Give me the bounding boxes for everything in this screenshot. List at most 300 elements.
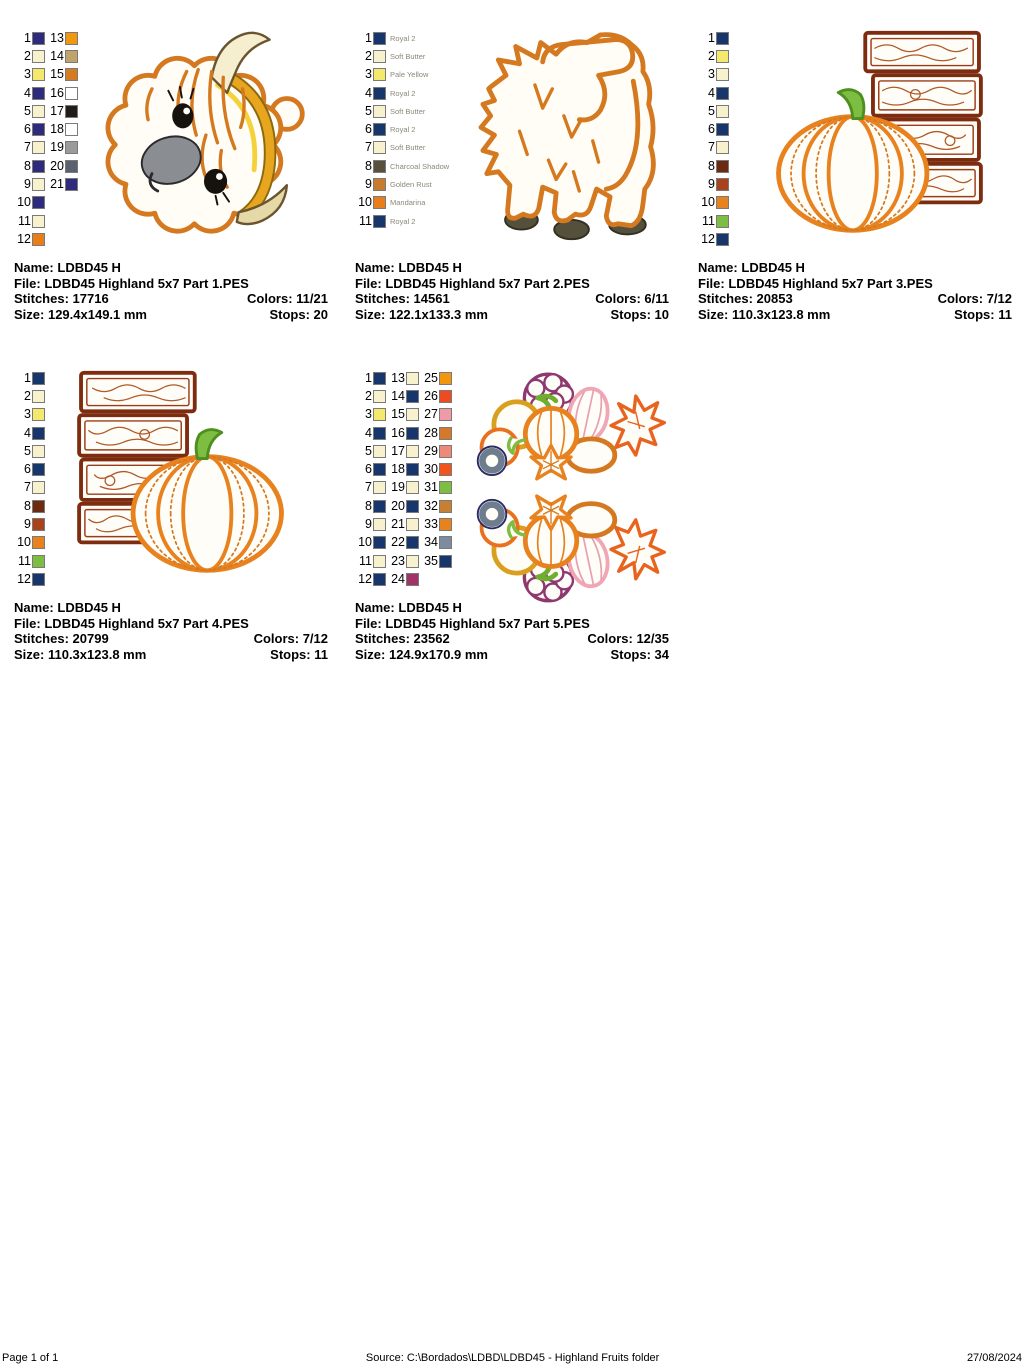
design-thumbnail: [729, 27, 1014, 239]
color-swatch: [65, 160, 78, 173]
color-number: 3: [24, 407, 31, 422]
color-swatch: [373, 68, 386, 81]
color-number: 7: [365, 480, 372, 495]
color-number: 4: [24, 85, 31, 100]
color-swatch: [32, 105, 45, 118]
palette-entry: [421, 552, 452, 570]
color-swatch: [373, 536, 386, 549]
color-number: 4: [24, 425, 31, 440]
palette-entry: [47, 29, 78, 47]
colors-value: 11/21: [296, 291, 328, 307]
design-file-value: LDBD45 Highland 5x7 Part 3.PES: [728, 275, 933, 291]
color-palette: [355, 367, 452, 589]
palette-column: [421, 369, 452, 589]
color-number: 19: [50, 140, 64, 155]
color-swatch: [373, 573, 386, 586]
file-label: File:: [14, 275, 41, 291]
size-value: 110.3x123.8 mm: [731, 306, 831, 322]
design-thumbnail: [45, 367, 330, 579]
color-label: Soft Butter: [390, 143, 426, 153]
color-swatch: [716, 233, 729, 246]
color-number: 8: [24, 158, 31, 173]
meta-size-line: [698, 307, 1012, 323]
palette-entry: [388, 570, 419, 588]
design-card: [14, 27, 330, 357]
stitches-pair: [14, 631, 109, 647]
colors-pair: [254, 631, 328, 647]
colors-label: Colors:: [587, 631, 633, 647]
color-swatch: [32, 555, 45, 568]
palette-entry: [355, 406, 386, 424]
name-label: Name:: [355, 260, 395, 275]
meta-name-line: [355, 600, 669, 616]
color-swatch: [406, 518, 419, 531]
pumpkin-and-crate-mirrored-art: [77, 367, 299, 579]
meta-file-line: [355, 616, 669, 632]
color-number: 10: [358, 195, 372, 210]
palette-entry: [698, 47, 729, 65]
color-number: 10: [358, 535, 372, 550]
color-number: 12: [17, 231, 31, 246]
color-swatch: [32, 123, 45, 136]
color-swatch: [716, 178, 729, 191]
color-number: 5: [365, 443, 372, 458]
palette-entry: [698, 175, 729, 193]
design-name-value: LDBD45 H: [57, 600, 121, 615]
design-card: [355, 27, 671, 357]
palette-entry: [14, 387, 45, 405]
color-number: 18: [50, 122, 64, 137]
meta-stitches-line: [355, 631, 669, 647]
color-swatch: [406, 463, 419, 476]
design-file-value: LDBD45 Highland 5x7 Part 2.PES: [385, 275, 590, 291]
color-number: 8: [708, 158, 715, 173]
design-name-value: LDBD45 H: [398, 600, 462, 615]
color-number: 15: [391, 407, 405, 422]
name-label: Name:: [14, 600, 54, 615]
palette-entry: [421, 515, 452, 533]
color-number: 2: [365, 48, 372, 63]
color-swatch: [32, 518, 45, 531]
date: 27/08/2024: [966, 1352, 1022, 1364]
design-card: [14, 367, 330, 697]
color-number: 11: [702, 213, 715, 228]
color-swatch: [65, 50, 78, 63]
stops-label: Stops:: [269, 306, 310, 322]
size-label: Size:: [698, 306, 729, 322]
color-swatch: [65, 105, 78, 118]
palette-entry: [14, 120, 45, 138]
color-swatch: [373, 518, 386, 531]
palette-entry: [388, 515, 419, 533]
design-thumbnail: [78, 27, 330, 249]
color-number: 9: [24, 177, 31, 192]
stitches-pair: [698, 291, 793, 307]
palette-entry: [698, 66, 729, 84]
palette-entry: [698, 230, 729, 248]
color-swatch: [406, 372, 419, 385]
size-label: Size:: [355, 646, 386, 662]
color-swatch: [32, 141, 45, 154]
color-swatch: [716, 196, 729, 209]
palette-entry: [14, 497, 45, 515]
palette-entry: [355, 120, 449, 138]
palette-entry: [355, 157, 449, 175]
color-number: 28: [424, 425, 438, 440]
colors-label: Colors:: [247, 291, 293, 307]
palette-column: [698, 29, 729, 249]
color-number: 3: [365, 67, 372, 82]
colors-pair: [595, 291, 669, 307]
palette-entry: [421, 406, 452, 424]
color-swatch: [439, 445, 452, 458]
colors-pair: [247, 291, 328, 307]
palette-entry: [14, 479, 45, 497]
design-file-value: LDBD45 Highland 5x7 Part 5.PES: [385, 615, 590, 631]
size-pair: [355, 647, 488, 663]
palette-column: [47, 29, 78, 249]
palette-entry: [14, 424, 45, 442]
color-palette: [355, 27, 449, 230]
palette-entry: [421, 534, 452, 552]
color-swatch: [373, 408, 386, 421]
palette-entry: [14, 230, 45, 248]
color-swatch: [373, 178, 386, 191]
color-swatch: [406, 408, 419, 421]
color-number: 6: [365, 462, 372, 477]
color-swatch: [32, 32, 45, 45]
page-footer: [2, 1352, 1022, 1364]
color-swatch: [373, 123, 386, 136]
color-number: 27: [424, 407, 438, 422]
palette-entry: [421, 479, 452, 497]
palette-entry: [421, 387, 452, 405]
color-number: 4: [365, 85, 372, 100]
palette-entry: [421, 442, 452, 460]
palette-entry: [698, 157, 729, 175]
palette-entry: [47, 47, 78, 65]
color-number: 12: [701, 231, 715, 246]
design-file-value: LDBD45 Highland 5x7 Part 4.PES: [44, 615, 249, 631]
palette-entry: [355, 534, 386, 552]
palette-entry: [14, 552, 45, 570]
color-number: 10: [17, 195, 31, 210]
color-swatch: [32, 536, 45, 549]
meta-size-line: [355, 307, 669, 323]
color-swatch: [716, 32, 729, 45]
stops-label: Stops:: [610, 646, 651, 662]
color-swatch: [32, 372, 45, 385]
color-swatch: [32, 500, 45, 513]
file-label: File:: [14, 615, 41, 631]
size-value: 129.4x149.1 mm: [47, 306, 147, 322]
color-number: 1: [708, 30, 715, 45]
color-swatch: [373, 105, 386, 118]
color-number: 5: [24, 103, 31, 118]
color-label: Royal 2: [390, 88, 416, 98]
color-number: 2: [24, 388, 31, 403]
color-swatch: [32, 445, 45, 458]
color-number: 33: [424, 517, 438, 532]
design-card: [698, 27, 1014, 357]
color-number: 20: [391, 498, 405, 513]
colors-value: 7/12: [302, 631, 328, 647]
color-swatch: [439, 427, 452, 440]
colors-pair: [587, 631, 669, 647]
palette-column: [355, 29, 449, 230]
size-value: 110.3x123.8 mm: [47, 646, 147, 662]
palette-column: [14, 29, 45, 249]
color-swatch: [406, 390, 419, 403]
palette-entry: [14, 102, 45, 120]
color-number: 32: [424, 498, 438, 513]
colors-pair: [938, 291, 1012, 307]
palette-entry: [421, 460, 452, 478]
color-swatch: [32, 87, 45, 100]
color-swatch: [439, 536, 452, 549]
color-swatch: [406, 427, 419, 440]
color-swatch: [373, 32, 386, 45]
color-swatch: [406, 481, 419, 494]
meta-name-line: [14, 260, 328, 276]
palette-entry: [355, 84, 449, 102]
palette-entry: [698, 212, 729, 230]
color-number: 29: [424, 443, 438, 458]
size-value: 122.1x133.3 mm: [388, 306, 488, 322]
palette-entry: [355, 139, 449, 157]
stitches-label: Stitches:: [14, 291, 69, 307]
color-number: 7: [708, 140, 715, 155]
stops-value: 34: [654, 646, 669, 662]
color-swatch: [65, 32, 78, 45]
color-label: Royal 2: [390, 125, 416, 135]
stops-pair: [269, 307, 328, 323]
color-swatch: [716, 141, 729, 154]
palette-column: [355, 369, 386, 589]
size-value: 124.9x170.9 mm: [388, 646, 488, 662]
color-number: 26: [424, 388, 438, 403]
stops-pair: [610, 647, 669, 663]
color-number: 6: [24, 122, 31, 137]
palette-entry: [355, 102, 449, 120]
palette-entry: [14, 157, 45, 175]
color-number: 11: [359, 553, 372, 568]
meta-file-line: [355, 276, 669, 292]
stops-pair: [954, 307, 1012, 323]
palette-entry: [47, 175, 78, 193]
color-number: 23: [391, 553, 405, 568]
name-label: Name:: [698, 260, 738, 275]
palette-entry: [14, 534, 45, 552]
palette-entry: [355, 47, 449, 65]
color-swatch: [439, 372, 452, 385]
design-meta: [355, 260, 669, 322]
color-number: 7: [24, 140, 31, 155]
color-number: 17: [391, 443, 405, 458]
stitches-label: Stitches:: [14, 631, 69, 647]
color-swatch: [32, 178, 45, 191]
color-label: Royal 2: [390, 33, 416, 43]
color-swatch: [65, 68, 78, 81]
meta-file-line: [14, 616, 328, 632]
palette-entry: [698, 139, 729, 157]
color-swatch: [716, 160, 729, 173]
color-number: 1: [24, 370, 31, 385]
meta-size-line: [14, 647, 328, 663]
color-number: 7: [24, 480, 31, 495]
color-number: 18: [391, 462, 405, 477]
color-swatch: [439, 463, 452, 476]
color-swatch: [32, 463, 45, 476]
design-meta: [355, 600, 669, 662]
stops-value: 11: [998, 306, 1012, 322]
highland-cow-body-art: [454, 27, 666, 249]
stitches-pair: [355, 291, 450, 307]
size-label: Size:: [355, 306, 386, 322]
palette-entry: [355, 212, 449, 230]
palette-entry: [14, 515, 45, 533]
color-number: 11: [18, 213, 31, 228]
palette-entry: [388, 497, 419, 515]
color-palette: [14, 367, 45, 589]
meta-name-line: [355, 260, 669, 276]
size-pair: [698, 307, 830, 323]
color-swatch: [373, 50, 386, 63]
stops-value: 11: [314, 646, 328, 662]
palette-entry: [14, 47, 45, 65]
color-number: 11: [359, 213, 372, 228]
color-number: 20: [50, 158, 64, 173]
color-label: Golden Rust: [390, 180, 432, 190]
color-swatch: [439, 500, 452, 513]
highland-cow-head-art: [98, 27, 310, 249]
palette-entry: [47, 84, 78, 102]
color-number: 2: [708, 48, 715, 63]
color-swatch: [65, 141, 78, 154]
size-label: Size:: [14, 646, 45, 662]
palette-column: [14, 369, 45, 589]
palette-entry: [14, 194, 45, 212]
color-label: Charcoal Shadow: [390, 161, 450, 171]
stops-pair: [610, 307, 669, 323]
palette-entry: [355, 369, 386, 387]
stitches-value: 17716: [72, 291, 109, 307]
color-number: 13: [50, 30, 64, 45]
meta-size-line: [14, 307, 328, 323]
palette-entry: [355, 442, 386, 460]
size-pair: [355, 307, 488, 323]
palette-entry: [14, 460, 45, 478]
fruit-clusters-art: [452, 367, 671, 606]
color-swatch: [406, 500, 419, 513]
colors-value: 12/35: [636, 631, 669, 647]
color-number: 10: [701, 195, 715, 210]
colors-label: Colors:: [253, 631, 300, 647]
stitches-value: 14561: [413, 291, 450, 307]
color-swatch: [373, 160, 386, 173]
color-label: Mandarina: [390, 198, 426, 208]
color-swatch: [32, 573, 45, 586]
color-label: Soft Butter: [390, 106, 426, 116]
color-swatch: [439, 390, 452, 403]
color-swatch: [373, 372, 386, 385]
palette-entry: [14, 570, 45, 588]
color-number: 22: [391, 535, 405, 550]
color-number: 3: [708, 67, 715, 82]
design-top: [355, 27, 671, 260]
colors-label: Colors:: [595, 291, 641, 307]
meta-file-line: [14, 276, 328, 292]
palette-entry: [698, 120, 729, 138]
design-top: [355, 367, 671, 600]
design-card: [355, 367, 671, 697]
design-name-value: LDBD45 H: [57, 260, 121, 275]
stops-value: 20: [313, 306, 328, 322]
palette-entry: [388, 406, 419, 424]
color-number: 14: [50, 48, 64, 63]
color-number: 6: [708, 122, 715, 137]
size-pair: [14, 647, 146, 663]
meta-stitches-line: [355, 291, 669, 307]
palette-entry: [47, 157, 78, 175]
color-number: 34: [424, 535, 438, 550]
design-top: [698, 27, 1014, 260]
color-swatch: [32, 408, 45, 421]
color-swatch: [373, 390, 386, 403]
color-number: 21: [50, 177, 64, 192]
palette-entry: [355, 570, 386, 588]
palette-entry: [14, 29, 45, 47]
color-swatch: [373, 215, 386, 228]
stops-label: Stops:: [610, 306, 651, 322]
design-meta: [14, 600, 328, 662]
color-number: 17: [50, 103, 64, 118]
color-number: 16: [391, 425, 405, 440]
color-number: 9: [24, 517, 31, 532]
color-number: 8: [365, 498, 372, 513]
palette-entry: [421, 369, 452, 387]
color-swatch: [716, 87, 729, 100]
color-number: 1: [365, 30, 372, 45]
color-number: 11: [18, 553, 31, 568]
color-palette: [14, 27, 78, 249]
design-top: [14, 27, 330, 260]
color-swatch: [32, 390, 45, 403]
meta-stitches-line: [14, 291, 328, 307]
size-pair: [14, 307, 147, 323]
stitches-label: Stitches:: [355, 631, 410, 647]
colors-value: 6/11: [644, 291, 669, 307]
color-number: 30: [424, 462, 438, 477]
color-swatch: [406, 445, 419, 458]
color-number: 9: [365, 177, 372, 192]
color-number: 4: [365, 425, 372, 440]
palette-entry: [698, 194, 729, 212]
color-swatch: [65, 123, 78, 136]
color-number: 6: [365, 122, 372, 137]
meta-stitches-line: [14, 631, 328, 647]
color-swatch: [373, 141, 386, 154]
palette-entry: [698, 84, 729, 102]
color-swatch: [439, 408, 452, 421]
file-label: File:: [698, 275, 725, 291]
meta-name-line: [14, 600, 328, 616]
palette-entry: [355, 497, 386, 515]
color-swatch: [373, 445, 386, 458]
palette-entry: [355, 479, 386, 497]
color-number: 14: [391, 388, 405, 403]
palette-entry: [388, 479, 419, 497]
